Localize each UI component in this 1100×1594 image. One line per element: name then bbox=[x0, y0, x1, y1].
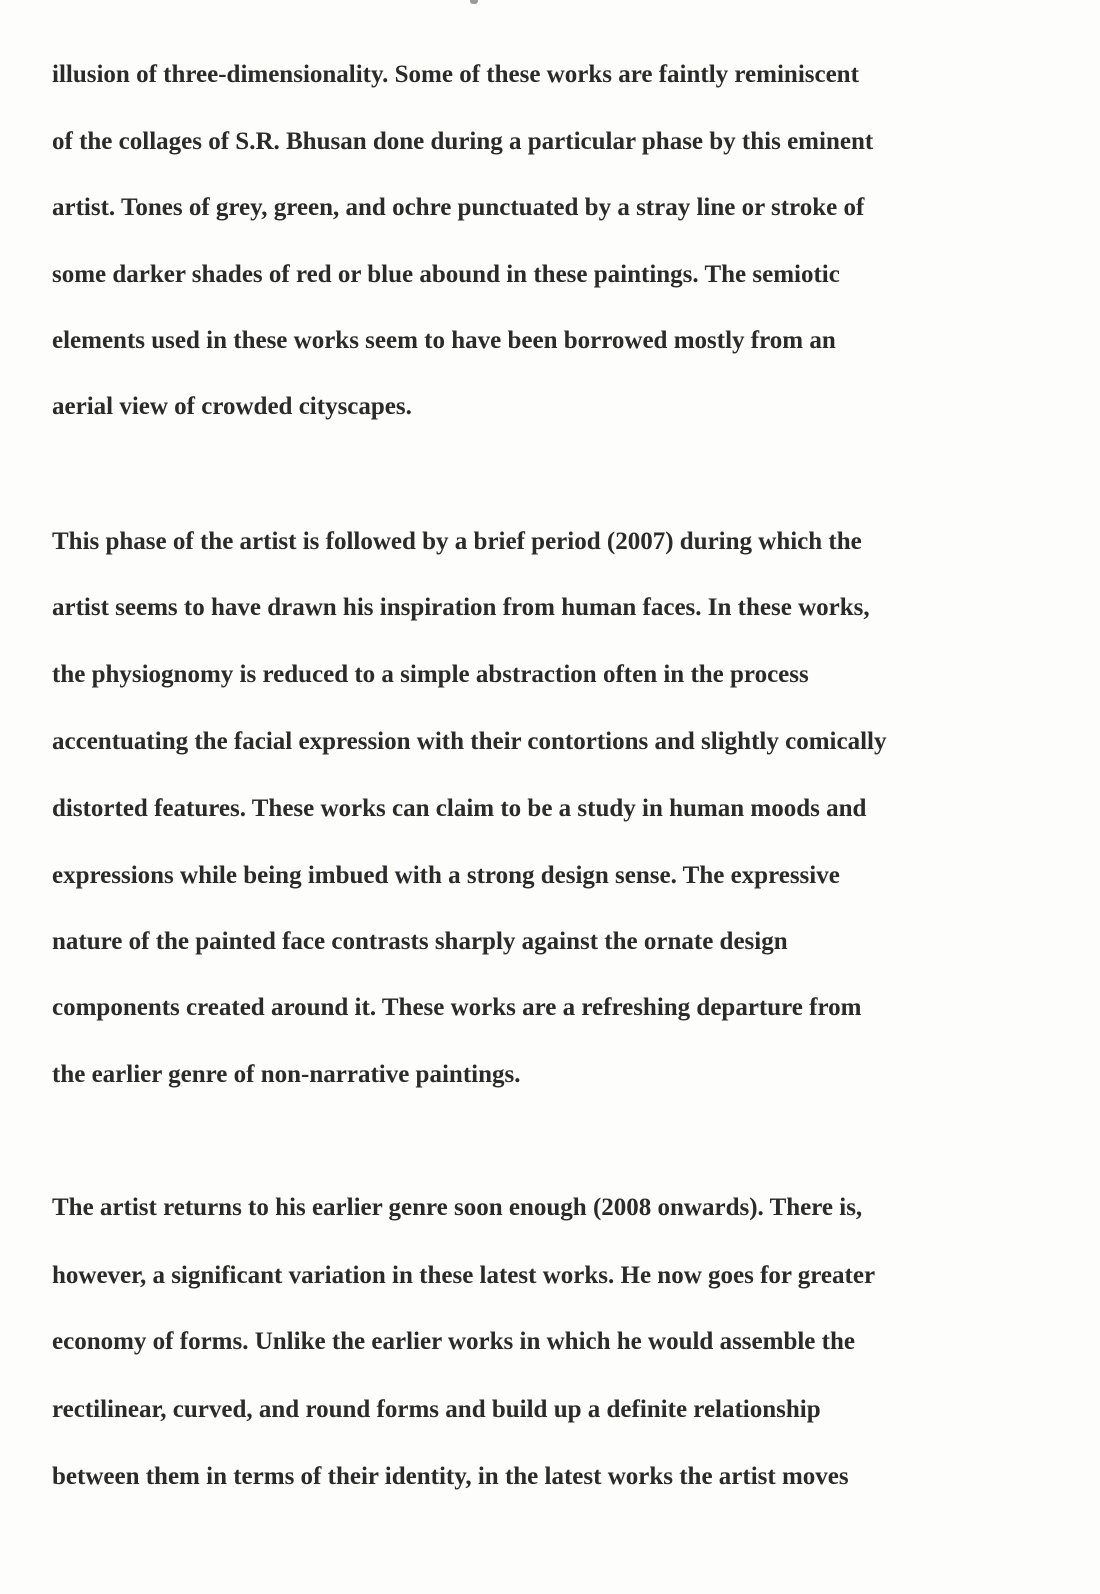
paragraph-2-line-6: expressions while being imbued with a strong design sense. The expressive bbox=[52, 862, 840, 889]
paragraph-1-line-3: artist. Tones of grey, green, and ochre punctuated by a stray line or stroke of bbox=[52, 194, 865, 221]
paragraph-2-line-1: This phase of the artist is followed by a brief period (2007) during which the bbox=[52, 528, 862, 555]
paragraph-1-line-5: elements used in these works seem to have been borrowed mostly from an bbox=[52, 327, 836, 354]
paragraph-2-line-4: accentuating the facial expression with their contortions and slightly comically bbox=[52, 728, 887, 755]
paragraph-2-line-3: the physiognomy is reduced to a simple abstraction often in the process bbox=[52, 661, 809, 688]
paragraph-1-line-1: illusion of three-dimensionality. Some of these works are faintly reminiscent bbox=[52, 61, 859, 88]
paragraph-3-line-3: economy of forms. Unlike the earlier works in which he would assemble the bbox=[52, 1328, 855, 1355]
paragraph-1-line-6: aerial view of crowded cityscapes. bbox=[52, 393, 412, 420]
paragraph-2-line-5: distorted features. These works can claim to be a study in human moods and bbox=[52, 795, 867, 822]
paragraph-3-line-1: The artist returns to his earlier genre soon enough (2008 onwards). There is, bbox=[52, 1194, 863, 1221]
paragraph-1-line-2: of the collages of S.R. Bhusan done during a particular phase by this eminent bbox=[52, 128, 874, 155]
paragraph-3-line-5: between them in terms of their identity, in the latest works the artist moves bbox=[52, 1463, 849, 1490]
paragraph-2-line-8: components created around it. These works are a refreshing departure from bbox=[52, 994, 862, 1021]
paragraph-3-line-4: rectilinear, curved, and round forms and build up a definite relationship bbox=[52, 1396, 821, 1423]
paragraph-2-line-7: nature of the painted face contrasts sharply against the ornate design bbox=[52, 928, 788, 955]
paragraph-3-line-2: however, a significant variation in these latest works. He now goes for greater bbox=[52, 1262, 876, 1289]
paragraph-1-line-4: some darker shades of red or blue abound in these paintings. The semiotic bbox=[52, 261, 840, 288]
paragraph-2-line-9: the earlier genre of non-narrative paintings. bbox=[52, 1061, 521, 1088]
scan-mark bbox=[470, 0, 478, 4]
paragraph-2-line-2: artist seems to have drawn his inspiration from human faces. In these works, bbox=[52, 594, 870, 621]
